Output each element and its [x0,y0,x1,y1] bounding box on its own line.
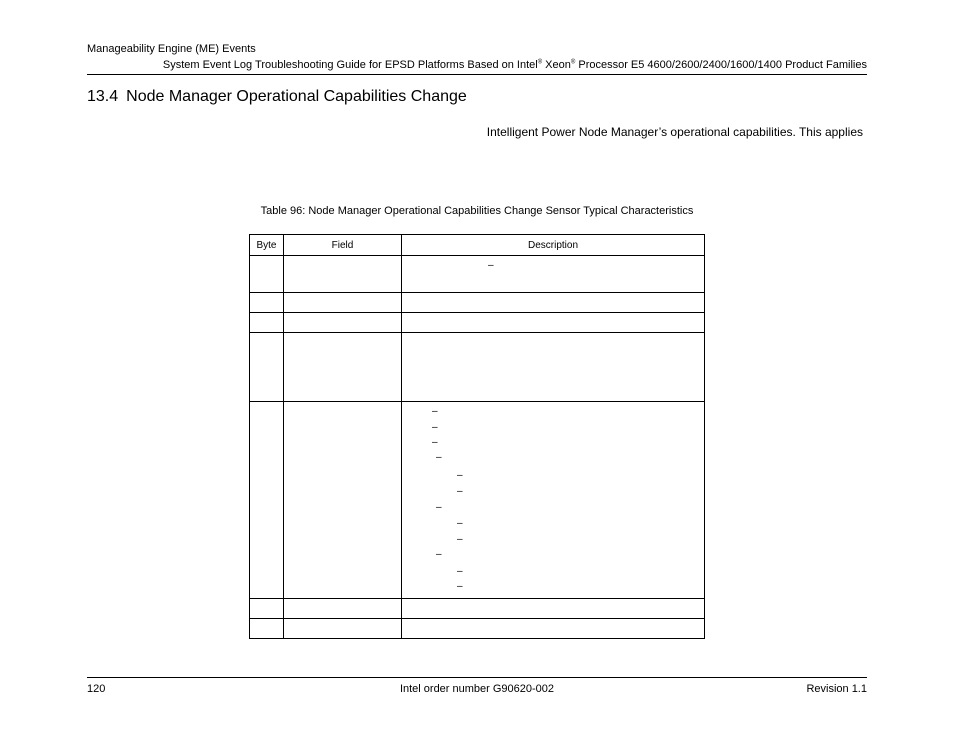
field-cell [284,256,402,293]
field-cell [284,333,402,402]
table-caption: Table 96: Node Manager Operational Capabilities Change Sensor Typical Characteristics [260,205,694,217]
header-byte: Byte [250,235,284,256]
list-dash: – [436,502,442,513]
list-dash: – [457,566,463,577]
table-header-row [250,235,705,256]
footer-rule [87,677,867,678]
order-number: Intel order number G90620-002 [399,683,555,695]
list-dash: – [457,486,463,497]
list-dash: – [432,406,438,417]
header-description: Description [402,235,705,256]
field-cell [284,402,402,599]
table-row [250,293,705,313]
byte-cell [250,293,284,313]
characteristics-table [249,234,705,639]
list-dash: – [436,549,442,560]
doc-title-part2: Xeon [542,59,571,71]
field-cell [284,619,402,639]
byte-cell [250,599,284,619]
list-dash: – [488,260,494,271]
description-cell [402,619,705,639]
registered-mark: ® [537,59,543,66]
list-dash: – [457,534,463,545]
table-row [250,599,705,619]
revision: Revision 1.1 [806,683,867,695]
field-cell [284,293,402,313]
byte-cell [250,256,284,293]
byte-cell [250,333,284,402]
table-row [250,313,705,333]
byte-cell [250,402,284,599]
table-row [250,619,705,639]
running-header-chapter: Manageability Engine (ME) Events [87,43,256,55]
list-dash: – [457,581,463,592]
description-cell [402,256,705,293]
list-dash: – [436,452,442,463]
description-cell [402,293,705,313]
registered-mark: ® [570,59,576,66]
description-cell [402,313,705,333]
field-cell [284,313,402,333]
page-number: 120 [87,683,106,695]
list-dash: – [432,422,438,433]
list-dash: – [457,518,463,529]
section-heading [87,88,467,106]
description-cell [402,599,705,619]
doc-title-part1: System Event Log Troubleshooting Guide for EPSD Platforms Based on Intel [162,59,538,71]
byte-cell [250,619,284,639]
header-rule [87,74,867,75]
section-title: Node Manager Operational Capabilities Change [126,88,467,105]
description-cell [402,333,705,402]
running-header-doc-title [163,59,867,71]
list-dash: – [432,437,438,448]
table-row [250,333,705,402]
intro-paragraph: Intelligent Power Node Manager’s operational capabilities. This applies [486,125,863,139]
field-cell [284,599,402,619]
byte-cell [250,313,284,333]
header-field: Field [284,235,402,256]
description-cell [402,402,705,599]
table-row [250,402,705,599]
list-dash: – [457,470,463,481]
section-number: 13.4 [87,88,119,105]
doc-title-part3: Processor E5 4600/2600/2400/1600/1400 Product Families [575,59,867,71]
table-row [250,256,705,293]
